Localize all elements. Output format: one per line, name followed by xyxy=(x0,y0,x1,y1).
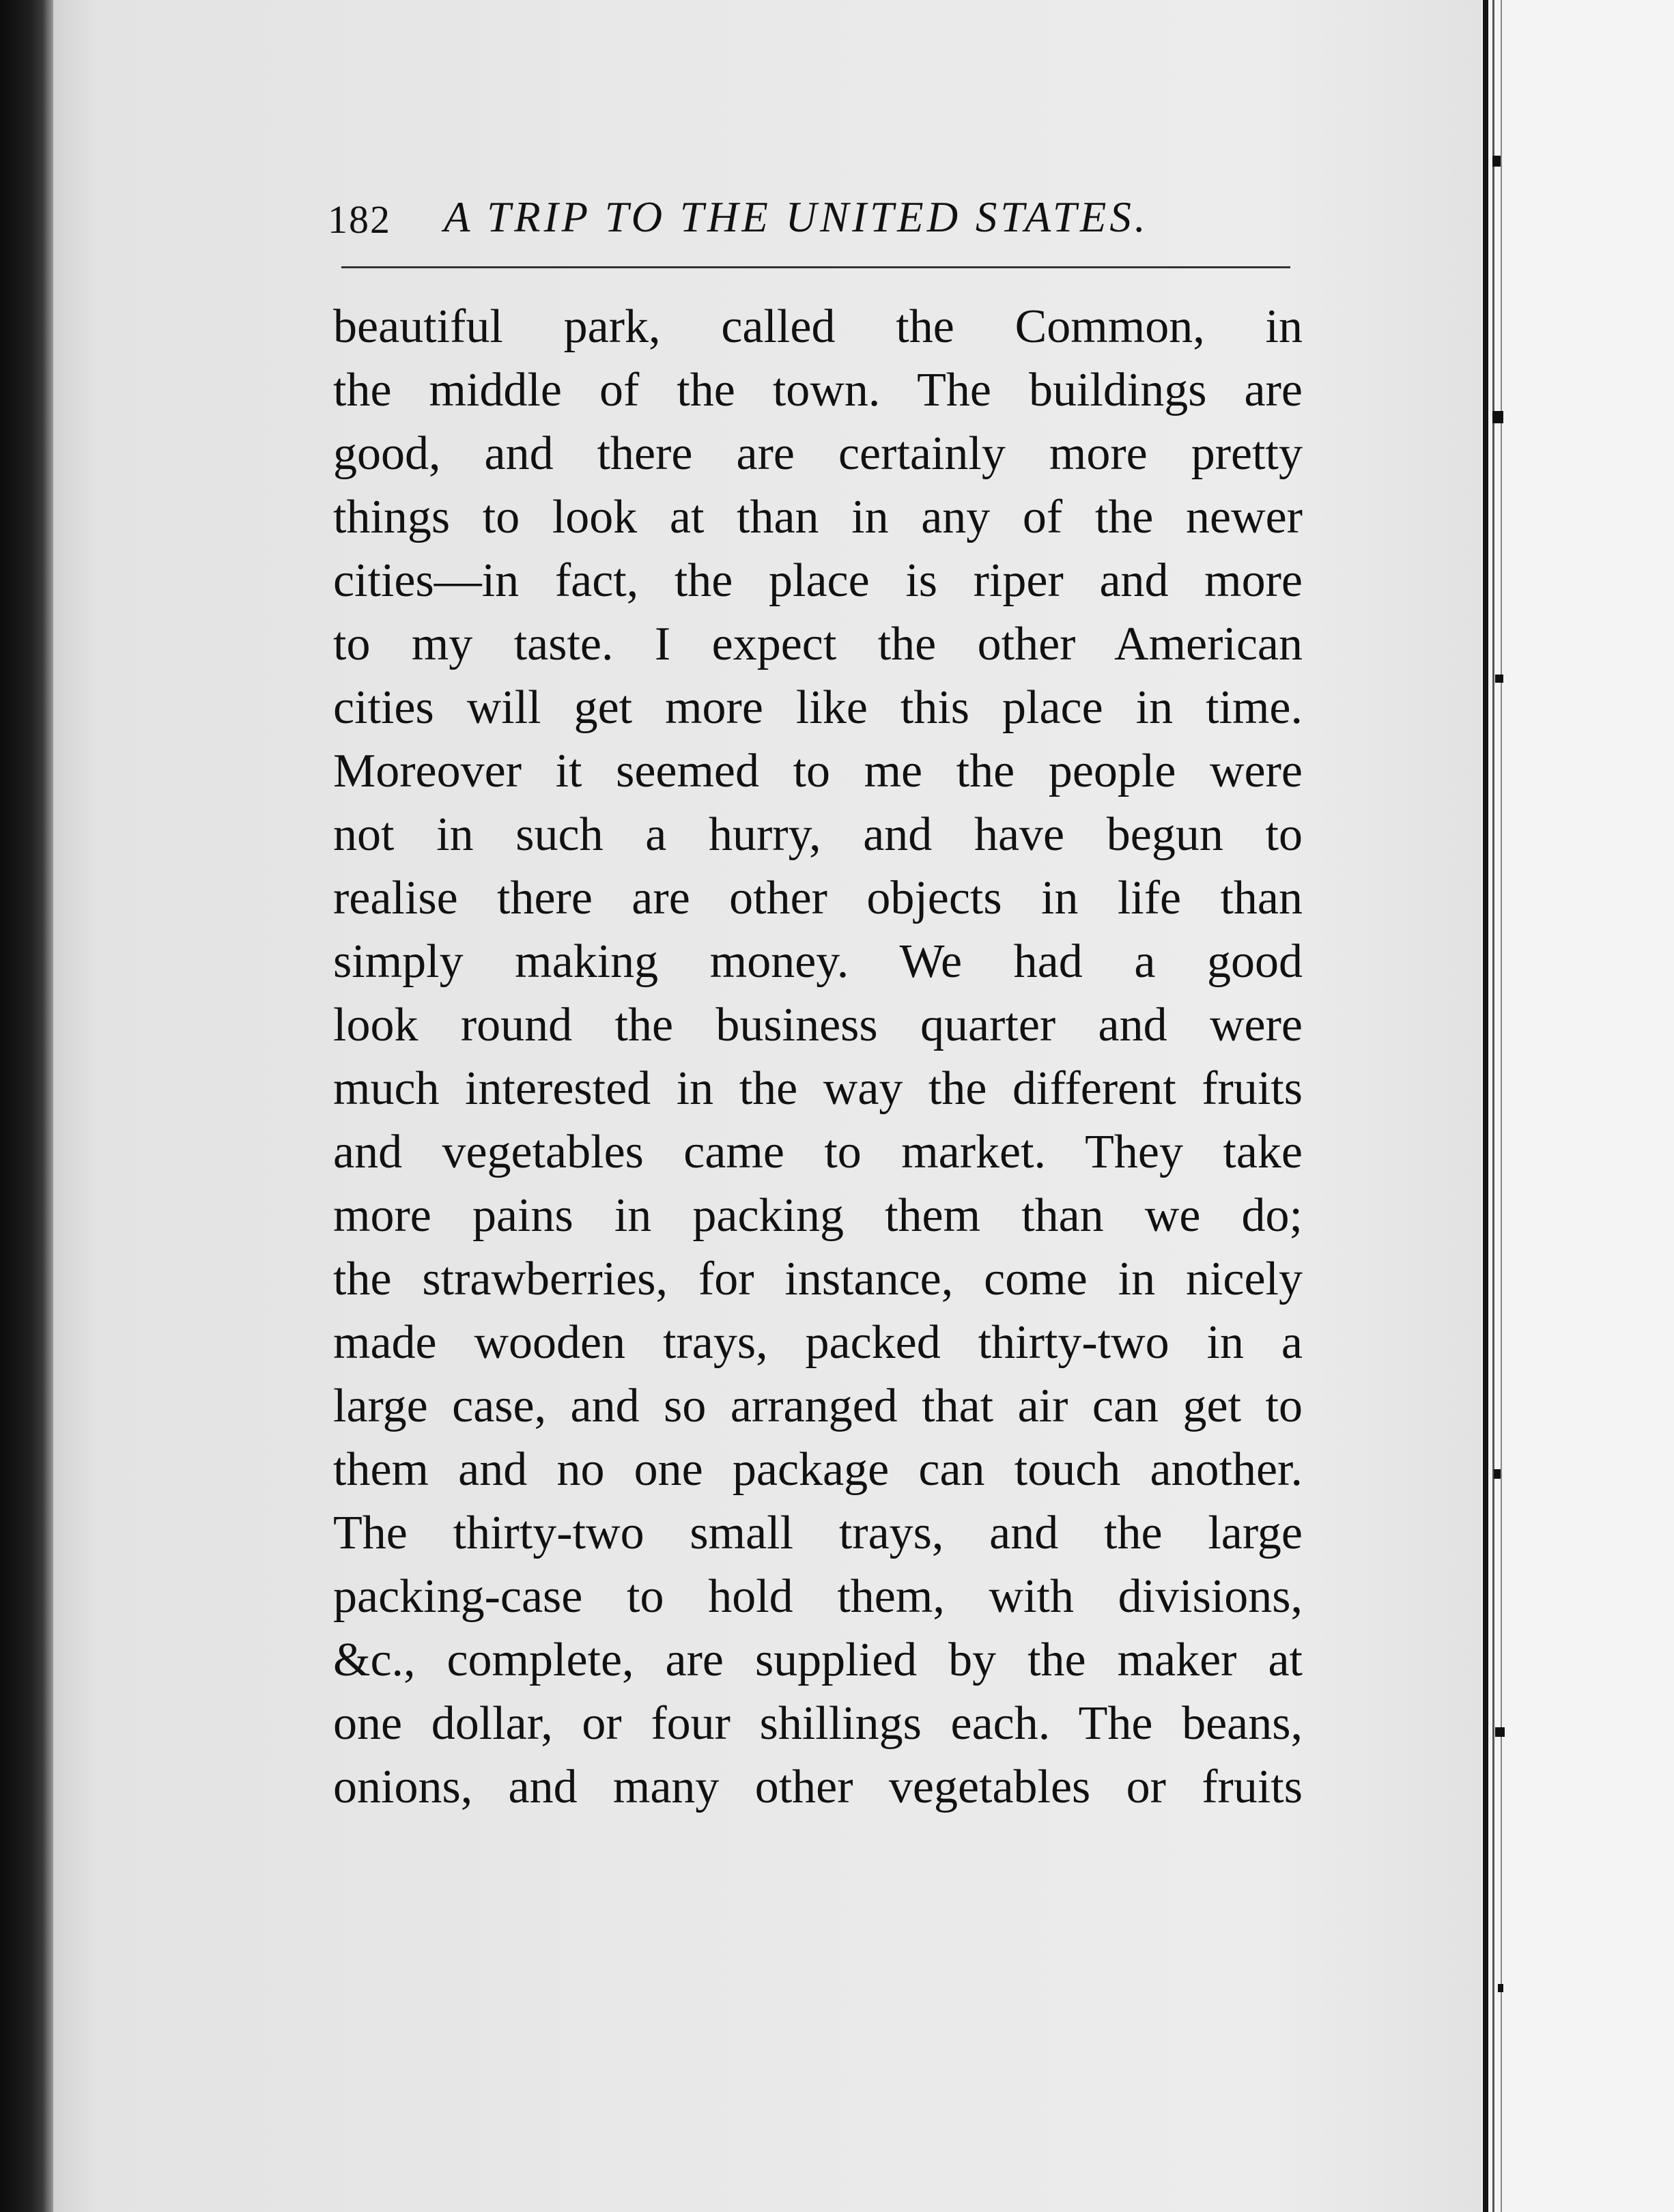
text-line: the strawberries, for instance, come in nicely xyxy=(333,1253,1303,1305)
text-line: cities—in fact, the place is riper and more xyxy=(333,554,1303,607)
running-title: A TRIP TO THE UNITED STATES. xyxy=(444,193,1149,241)
text-line: good, and there are certainly more pretty xyxy=(333,427,1303,480)
header-rule xyxy=(341,266,1290,268)
body-text xyxy=(333,295,1303,1819)
text-line: &c., complete, are supplied by the maker at xyxy=(333,1634,1303,1686)
text-line: the middle of the town. The buildings are xyxy=(333,364,1303,416)
text-line: large case, and so arranged that air can get to xyxy=(333,1380,1303,1432)
text-line: beautiful park, called the Common, in xyxy=(333,300,1303,353)
scan-mark xyxy=(1492,411,1503,423)
scan-mark xyxy=(1492,156,1501,167)
text-line: one dollar, or four shillings each. The beans, xyxy=(333,1697,1303,1750)
page-edge-line xyxy=(1483,0,1488,2212)
book-binding xyxy=(0,0,53,2212)
text-line: to my taste. I expect the other American xyxy=(333,618,1303,670)
text-line: simply making money. We had a good xyxy=(333,935,1303,988)
text-line: made wooden trays, packed thirty-two in a xyxy=(333,1316,1303,1369)
page-edge-line xyxy=(1501,0,1502,2212)
page-number: 182 xyxy=(328,197,391,242)
text-line: things to look at than in any of the newer xyxy=(333,491,1303,543)
text-line: realise there are other objects in life than xyxy=(333,872,1303,924)
text-line: packing-case to hold them, with divisions, xyxy=(333,1570,1303,1623)
page-edge-line xyxy=(1492,0,1494,2212)
scan-mark xyxy=(1495,1727,1505,1737)
text-line: The thirty-two small trays, and the large xyxy=(333,1507,1303,1559)
scan-mark xyxy=(1498,1984,1503,1992)
text-line: much interested in the way the different fruits xyxy=(333,1062,1303,1115)
text-line: them and no one package can touch another. xyxy=(333,1443,1303,1496)
page-header xyxy=(328,193,1270,247)
text-line: and vegetables came to market. They take xyxy=(333,1126,1303,1178)
text-line: Moreover it seemed to me the people were xyxy=(333,745,1303,797)
text-line: onions, and many other vegetables or fruits xyxy=(333,1761,1303,1813)
text-line: not in such a hurry, and have begun to xyxy=(333,808,1303,861)
text-line: cities will get more like this place in time. xyxy=(333,681,1303,734)
text-line: more pains in packing them than we do; xyxy=(333,1189,1303,1242)
page-edge xyxy=(1481,0,1674,2212)
scan-mark xyxy=(1494,1469,1501,1479)
scan-mark xyxy=(1495,675,1503,683)
text-line: look round the business quarter and were xyxy=(333,999,1303,1051)
